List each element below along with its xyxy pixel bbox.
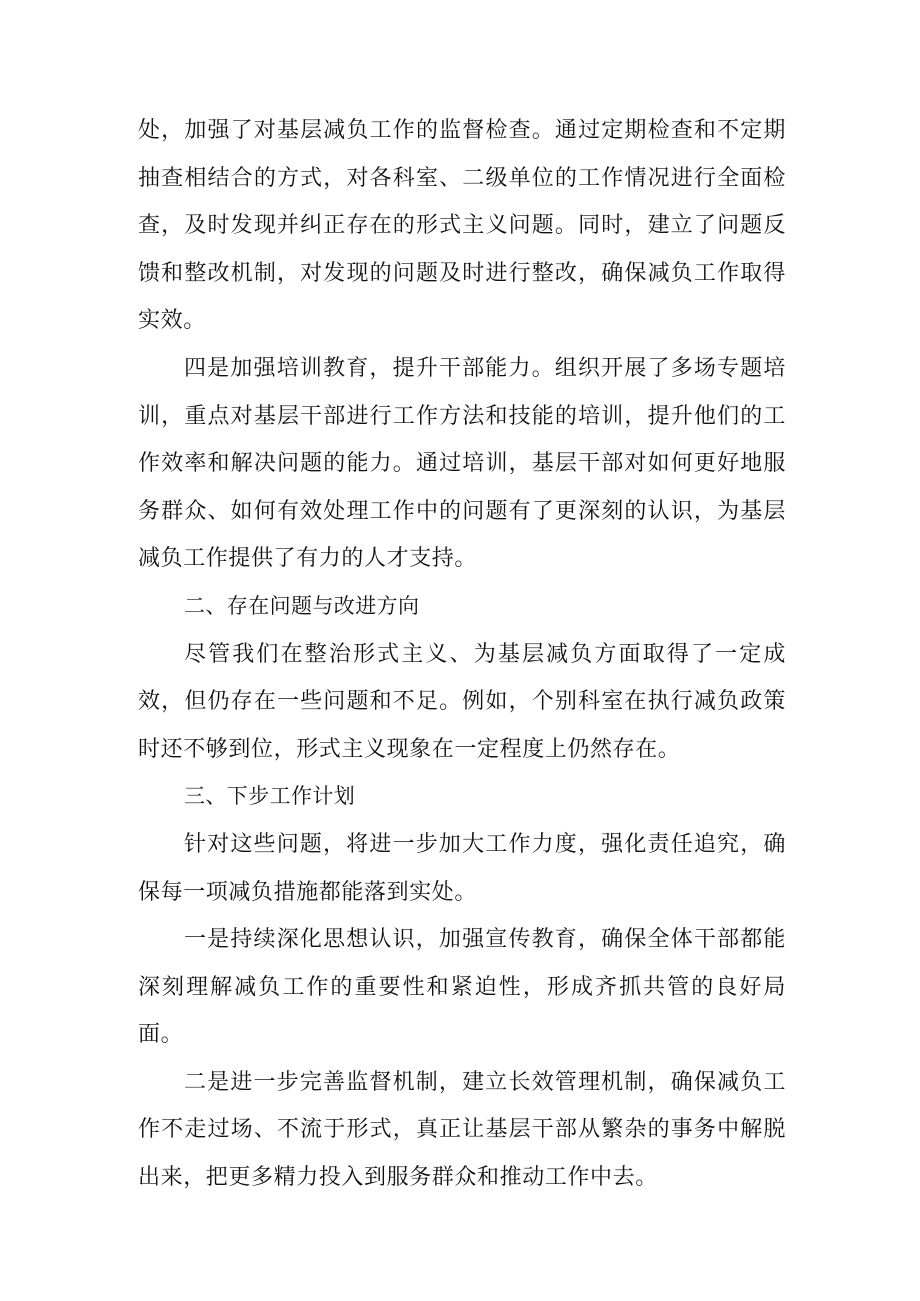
section-heading-plan: 三、下步工作计划 bbox=[184, 784, 356, 809]
paragraph-plan-one: 一是持续深化思想认识，加强宣传教育，确保全体干部都能深刻理解减负工作的重要性和紧迫性，形成齐抓共管的良好局面。 bbox=[138, 927, 786, 1048]
document-page bbox=[138, 107, 786, 1202]
section-heading-problems: 二、存在问题与改进方向 bbox=[184, 593, 420, 618]
paragraph-plan-intro: 针对这些问题，将进一步加大工作力度，强化责任追究，确保每一项减负措施都能落到实处。 bbox=[138, 831, 786, 905]
paragraph-training: 四是加强培训教育，提升干部能力。组织开展了多场专题培训，重点对基层干部进行工作方法和技能的培训，提升他们的工作效率和解决问题的能力。通过培训，基层干部对如何更好地服务群众、如何有效处理工作中的问题有了更深刻的认识，为基层减负工作提供了有力的人才支持。 bbox=[138, 355, 786, 572]
paragraph-plan-two: 二是进一步完善监督机制，建立长效管理机制，确保减负工作不走过场、不流于形式，真正让基层干部从繁杂的事务中解脱出来，把更多精力投入到服务群众和推动工作中去。 bbox=[138, 1069, 786, 1191]
paragraph-continuation: 处，加强了对基层减负工作的监督检查。通过定期检查和不定期抽查相结合的方式，对各科室、二级单位的工作情况进行全面检查，及时发现并纠正存在的形式主义问题。同时，建立了问题反馈和整改机制，对发现的问题及时进行整改，确保减负工作取得实效。 bbox=[138, 118, 786, 334]
paragraph-problems: 尽管我们在整治形式主义、为基层减负方面取得了一定成效，但仍存在一些问题和不足。例如，个别科室在执行减负政策时还不够到位，形式主义现象在一定程度上仍然存在。 bbox=[138, 641, 786, 762]
